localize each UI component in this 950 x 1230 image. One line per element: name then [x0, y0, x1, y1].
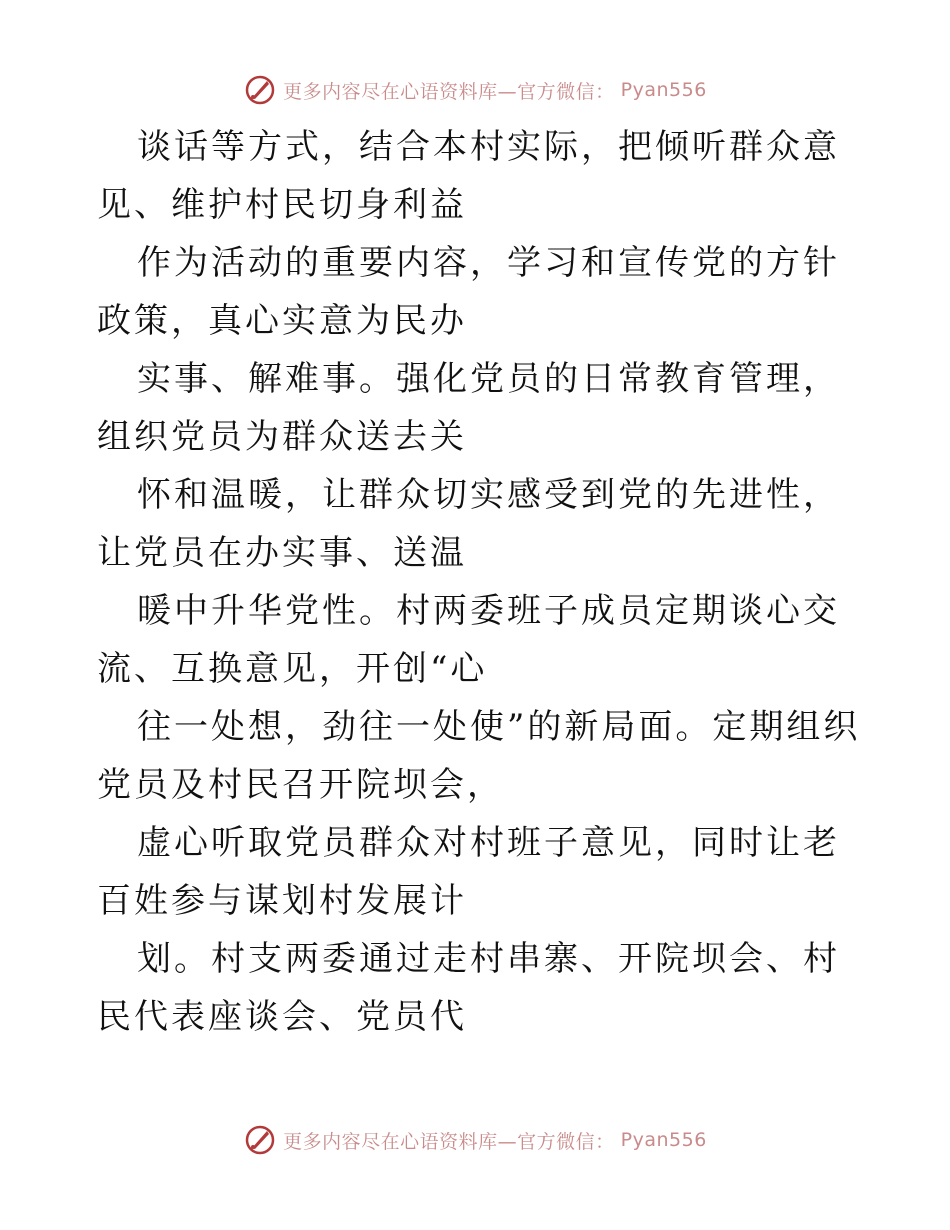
quill-circle-icon: [243, 73, 277, 107]
paragraph: 实事、解难事。强化党员的日常教育管理，组织党员为群众送去关: [97, 359, 840, 457]
paragraph: 怀和温暖，让群众切实感受到党的先进性，让党员在办实事、送温: [97, 475, 840, 573]
document-body: [97, 118, 867, 1046]
watermark-id: Pyan556: [620, 79, 707, 101]
paragraph: 谈话等方式，结合本村实际，把倾听群众意见、维护村民切身利益: [97, 127, 840, 225]
paragraph: 往一处想，劲往一处使”的新局面。定期组织党员及村民召开院坝会，: [97, 707, 861, 805]
quill-circle-icon: [243, 1123, 277, 1157]
paragraph: 暖中升华党性。村两委班子成员定期谈心交流、互换意见，开创“心: [97, 591, 840, 689]
paragraph: 作为活动的重要内容，学习和宣传党的方针政策，真心实意为民办: [97, 243, 840, 341]
header-watermark: [0, 70, 950, 110]
watermark-id: Pyan556: [620, 1129, 707, 1151]
paragraph: 划。村支两委通过走村串寨、开院坝会、村民代表座谈会、党员代: [97, 939, 840, 1037]
watermark-text: 更多内容尽在心语资料库—官方微信：: [283, 80, 615, 103]
watermark-text: 更多内容尽在心语资料库—官方微信：: [283, 1130, 615, 1153]
footer-watermark: [0, 1120, 950, 1160]
paragraph: 虚心听取党员群众对村班子意见，同时让老百姓参与谋划村发展计: [97, 823, 840, 921]
